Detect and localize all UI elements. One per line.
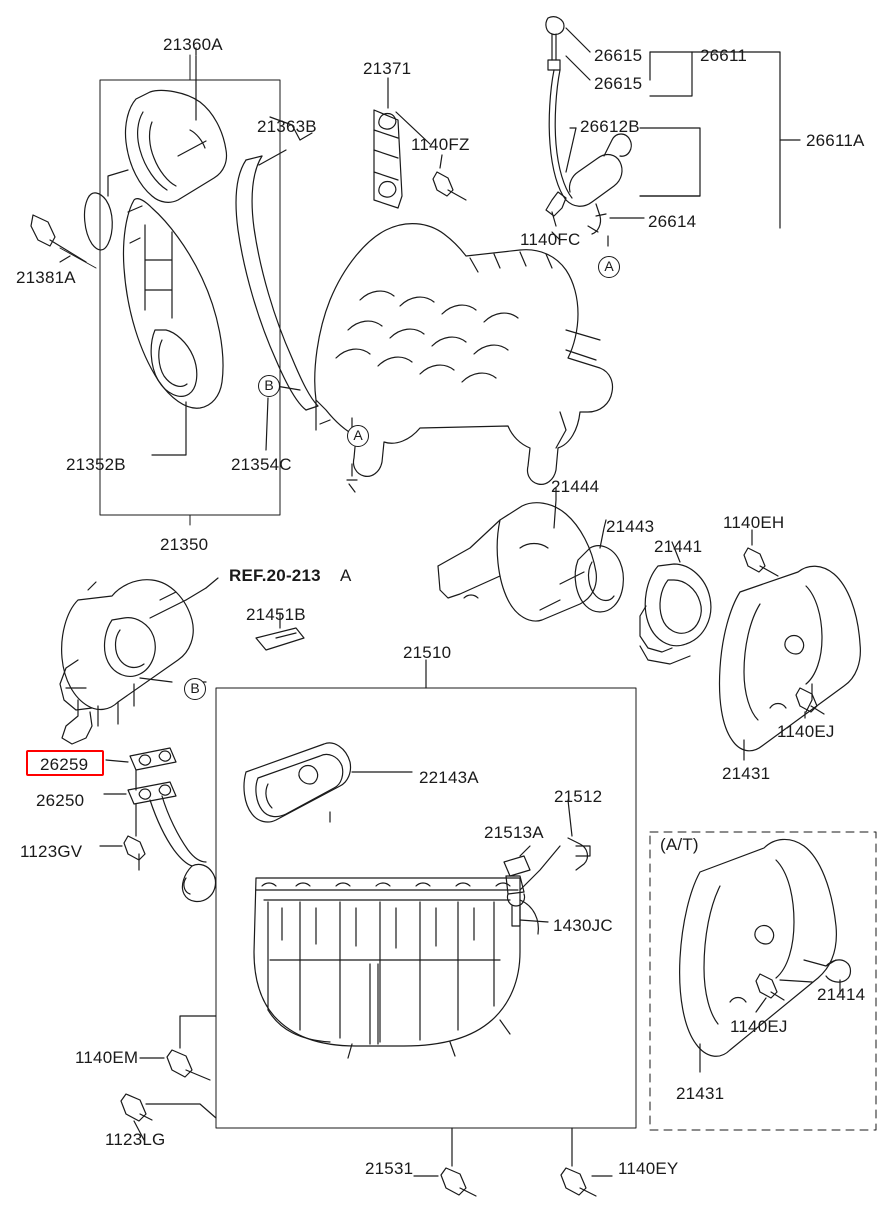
part-label-at: (A/T) xyxy=(660,835,699,854)
part-label-1430jc: 1430JC xyxy=(553,916,613,935)
part-label-26259: 26259 xyxy=(40,755,89,774)
callout-circle-b: B xyxy=(258,375,280,397)
part-label-1140eh: 1140EH xyxy=(723,513,785,532)
part-label-21441: 21441 xyxy=(654,537,703,556)
part-label-26614: 26614 xyxy=(648,212,697,231)
part-label-1140fz: 1140FZ xyxy=(411,135,470,154)
part-label-21512: 21512 xyxy=(554,787,603,806)
part-label-21381a: 21381A xyxy=(16,268,76,287)
part-label-21414: 21414 xyxy=(817,985,866,1004)
part-label-1140ey: 1140EY xyxy=(618,1159,679,1178)
part-label-21444: 21444 xyxy=(551,477,600,496)
part-label-21451b: 21451B xyxy=(246,605,306,624)
part-label-1123lg: 1123LG xyxy=(105,1130,166,1149)
part-label-1140ej: 1140EJ xyxy=(730,1017,788,1036)
part-label-1140em: 1140EM xyxy=(75,1048,139,1067)
part-label-21354c: 21354C xyxy=(231,455,292,474)
part-label-21363b: 21363B xyxy=(257,117,317,136)
callout-circle-a: A xyxy=(347,425,369,447)
part-label-a: A xyxy=(340,566,352,585)
callout-circle-a: A xyxy=(598,256,620,278)
part-label-21360a: 21360A xyxy=(163,35,223,54)
part-label-21513a: 21513A xyxy=(484,823,544,842)
part-label-22143a: 22143A xyxy=(419,768,479,787)
part-label-21431: 21431 xyxy=(676,1084,725,1103)
part-label-21531: 21531 xyxy=(365,1159,414,1178)
part-label-21371: 21371 xyxy=(363,59,412,78)
part-label-21431: 21431 xyxy=(722,764,771,783)
part-label-1140ej: 1140EJ xyxy=(777,722,835,741)
part-label-21352b: 21352B xyxy=(66,455,126,474)
part-label-26615: 26615 xyxy=(594,74,643,93)
part-label-26611: 26611 xyxy=(700,46,748,65)
part-label-26250: 26250 xyxy=(36,791,85,810)
part-label-ref20213: REF.20-213 xyxy=(229,566,321,585)
part-label-1123gv: 1123GV xyxy=(20,842,83,861)
part-label-21350: 21350 xyxy=(160,535,209,554)
part-label-26615: 26615 xyxy=(594,46,643,65)
part-label-26611a: 26611A xyxy=(806,131,865,150)
part-label-26612b: 26612B xyxy=(580,117,640,136)
part-label-1140fc: 1140FC xyxy=(520,230,581,249)
callout-circle-b: B xyxy=(184,678,206,700)
part-label-21510: 21510 xyxy=(403,643,452,662)
part-label-21443: 21443 xyxy=(606,517,655,536)
